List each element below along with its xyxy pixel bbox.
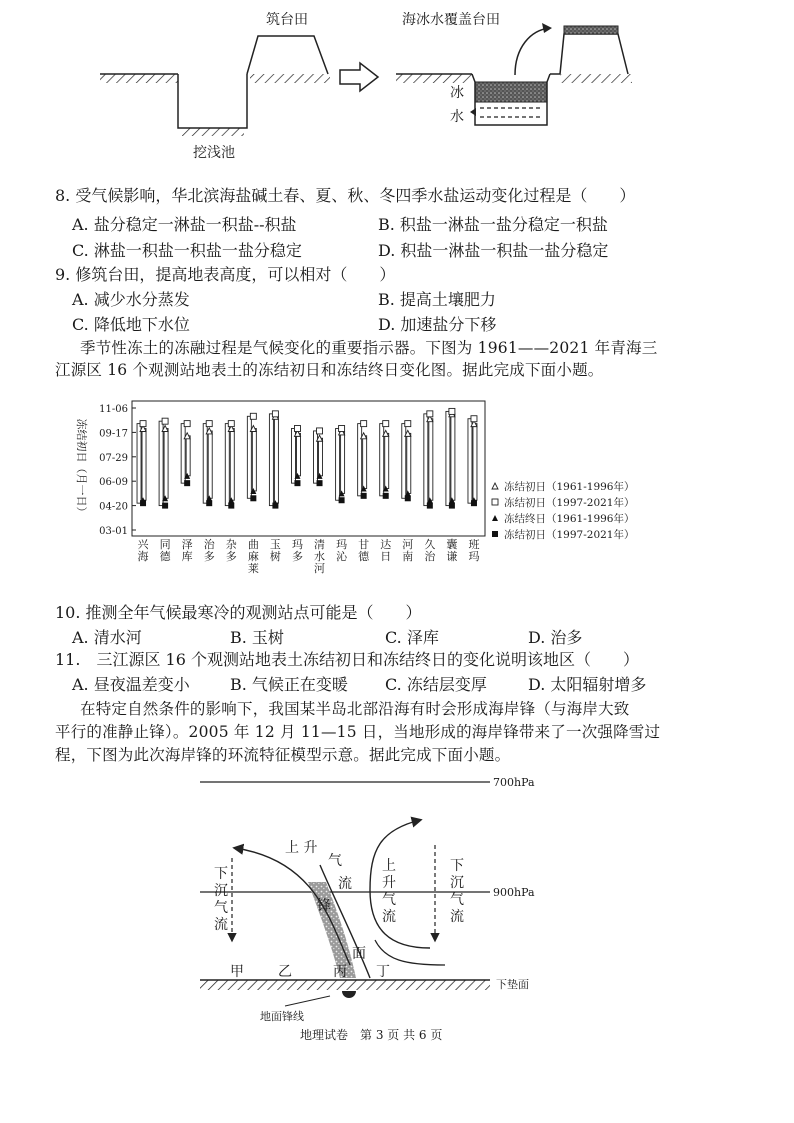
q11-option-b[interactable]: B. 气候正在变暖 bbox=[230, 675, 348, 694]
label-front-line: 地面锋线 bbox=[260, 1010, 304, 1023]
svg-text:水: 水 bbox=[314, 550, 326, 563]
x-tick-label bbox=[468, 537, 479, 563]
marker-freeze-start-recent bbox=[449, 408, 455, 414]
x-tick-label bbox=[336, 538, 348, 563]
period-bar-recent bbox=[358, 424, 362, 496]
period-bar-early bbox=[385, 433, 389, 488]
svg-text:上: 上 bbox=[382, 858, 396, 874]
period-bar-recent bbox=[181, 424, 185, 484]
q11-option-c[interactable]: C. 冻结层变厚 bbox=[385, 675, 487, 694]
q10-option-b[interactable]: B. 玉树 bbox=[230, 628, 284, 647]
svg-text:玛: 玛 bbox=[291, 538, 303, 551]
surface-hatch bbox=[200, 980, 490, 990]
marker-freeze-end-recent bbox=[140, 500, 146, 506]
period-bar-early bbox=[363, 436, 367, 489]
svg-text:流: 流 bbox=[214, 917, 228, 933]
legend-text: 冻结初日（1997-2021年） bbox=[504, 529, 635, 541]
marker-freeze-start-recent bbox=[250, 413, 256, 419]
intro-front-line1: 在特定自然条件的影响下，我国某半岛北部沿海有时会形成海岸锋（与海岸大致 bbox=[80, 700, 630, 718]
x-tick-label bbox=[226, 537, 237, 563]
x-tick-label bbox=[446, 537, 457, 563]
svg-text:流: 流 bbox=[450, 909, 464, 925]
period-bar-early bbox=[274, 416, 278, 503]
marker-freeze-end-recent bbox=[294, 480, 300, 486]
legend-marker bbox=[492, 499, 498, 505]
svg-text:气: 气 bbox=[382, 892, 396, 908]
marker-freeze-end-recent bbox=[361, 493, 367, 499]
marker-freeze-start-recent bbox=[471, 416, 477, 422]
svg-text:泽: 泽 bbox=[181, 538, 193, 551]
svg-text:下: 下 bbox=[450, 858, 464, 874]
marker-freeze-end-recent bbox=[206, 500, 212, 506]
x-tick-label bbox=[292, 538, 303, 563]
marker-freeze-start-recent bbox=[317, 428, 323, 434]
svg-text:树: 树 bbox=[269, 550, 281, 563]
ice-layer bbox=[475, 82, 547, 102]
marker-freeze-start-recent bbox=[294, 425, 300, 431]
y-tick-label: 11-06 bbox=[99, 404, 128, 415]
svg-text:兴: 兴 bbox=[137, 538, 149, 551]
label-qi: 气 bbox=[328, 853, 342, 869]
x-tick-label bbox=[138, 538, 150, 563]
period-bar-early bbox=[473, 424, 477, 501]
marker-freeze-end-recent bbox=[250, 495, 256, 501]
x-tick-label bbox=[182, 538, 193, 563]
x-tick-label bbox=[424, 537, 436, 563]
marker-freeze-end-recent bbox=[427, 503, 433, 509]
x-tick-label bbox=[358, 537, 370, 563]
svg-text:沁: 沁 bbox=[336, 550, 348, 563]
svg-text:河: 河 bbox=[314, 562, 326, 575]
low-level-flow bbox=[375, 940, 445, 965]
svg-text:多: 多 bbox=[203, 550, 215, 563]
svg-text:莱: 莱 bbox=[247, 562, 259, 575]
label-ice-cover: 海冰水覆盖台田 bbox=[402, 12, 500, 28]
q11-option-a[interactable]: A. 昼夜温差变小 bbox=[72, 675, 190, 694]
legend-text: 冻结终日（1961-1996年） bbox=[504, 513, 635, 525]
marker-freeze-end-recent bbox=[272, 503, 278, 509]
legend-text: 冻结初日（1961-1996年） bbox=[504, 481, 635, 493]
marker-freeze-end-recent bbox=[228, 503, 234, 509]
y-tick-label: 03-01 bbox=[99, 526, 128, 537]
y-tick-label: 09-17 bbox=[99, 428, 128, 440]
label-feng: 锋 bbox=[317, 898, 331, 914]
curved-arrow bbox=[515, 28, 550, 75]
svg-text:甘: 甘 bbox=[358, 538, 370, 551]
label-bing: 丙 bbox=[333, 964, 347, 980]
label-rise-right bbox=[382, 858, 396, 925]
label-water: 水 bbox=[450, 109, 464, 125]
q9-option-c[interactable]: C. 降低地下水位 bbox=[72, 315, 190, 334]
x-tick-label bbox=[160, 538, 172, 563]
svg-text:气: 气 bbox=[450, 892, 464, 908]
marker-freeze-end-recent bbox=[383, 493, 389, 499]
legend-marker bbox=[492, 483, 498, 489]
label-platform: 筑台田 bbox=[266, 12, 308, 28]
period-bar-early bbox=[429, 419, 433, 500]
marker-freeze-end-recent bbox=[449, 503, 455, 509]
period-bar-recent bbox=[247, 416, 251, 498]
svg-text:沉: 沉 bbox=[450, 875, 464, 891]
rising-airflow-right bbox=[370, 820, 430, 948]
svg-text:谦: 谦 bbox=[446, 550, 458, 563]
marker-freeze-end-recent bbox=[162, 503, 168, 509]
terrace-field-diagram bbox=[90, 0, 650, 165]
question-10-stem: 10. 推测全年气候最寒冷的观测站点可能是（ ） bbox=[55, 603, 422, 622]
svg-text:班: 班 bbox=[468, 538, 480, 551]
q9-option-a[interactable]: A. 减少水分蒸发 bbox=[72, 290, 190, 309]
period-bar-recent bbox=[137, 424, 141, 504]
period-bar-early bbox=[407, 433, 411, 493]
question-11-stem: 11. 三江源区 16 个观测站地表土冻结初日和冻结终日的变化说明该地区（ ） bbox=[55, 650, 639, 669]
svg-text:囊: 囊 bbox=[446, 538, 458, 551]
period-bar-recent bbox=[269, 414, 273, 506]
y-tick-label: 06-09 bbox=[99, 477, 128, 489]
q8-option-a[interactable]: A. 盐分稳定一淋盐一积盐--积盐 bbox=[72, 215, 297, 234]
q11-option-d[interactable]: D. 太阳辐射增多 bbox=[528, 675, 647, 694]
intro-front-line2: 平行的准静止锋）。2005 年 12 月 11—15 日，当地形成的海岸锋带来了一次强降雪过 bbox=[55, 723, 661, 741]
x-tick-label bbox=[380, 537, 391, 563]
label-yi: 乙 bbox=[278, 964, 292, 980]
x-tick-label bbox=[402, 538, 413, 563]
y-axis-label: 冻结初日（月一日） bbox=[75, 418, 88, 518]
period-bar-early bbox=[252, 428, 256, 490]
svg-text:杂: 杂 bbox=[225, 538, 237, 551]
x-tick-label bbox=[314, 537, 325, 575]
period-bar-early bbox=[230, 428, 234, 500]
ground-hatch bbox=[100, 74, 178, 83]
period-bar-recent bbox=[446, 411, 450, 505]
period-bar-recent bbox=[225, 424, 229, 506]
svg-text:达: 达 bbox=[380, 538, 392, 551]
frozen-soil-chart bbox=[60, 388, 660, 603]
platform-outline bbox=[247, 36, 328, 74]
marker-freeze-start-recent bbox=[405, 421, 411, 427]
svg-text:升: 升 bbox=[382, 875, 396, 891]
period-bar-recent bbox=[380, 424, 384, 496]
svg-text:玛: 玛 bbox=[336, 538, 348, 551]
svg-text:河: 河 bbox=[402, 538, 414, 551]
q9-option-b[interactable]: B. 提高土壤肥力 bbox=[378, 290, 496, 309]
marker-freeze-start-recent bbox=[228, 421, 234, 427]
intro-frozen-line2: 江源区 16 个观测站地表土的冻结初日和冻结终日变化图。据此完成下面小题。 bbox=[55, 361, 604, 379]
q10-option-d[interactable]: D. 治多 bbox=[528, 628, 583, 647]
x-tick-label bbox=[270, 538, 281, 563]
period-bar-recent bbox=[336, 428, 340, 500]
marker-freeze-end-recent bbox=[184, 480, 190, 486]
svg-text:德: 德 bbox=[159, 550, 171, 563]
legend-marker bbox=[492, 531, 498, 537]
intro-front-line3: 程，下图为此次海岸锋的环流特征模型示意。据此完成下面小题。 bbox=[55, 746, 511, 764]
q8-option-c[interactable]: C. 淋盐一积盐一积盐一盐分稳定 bbox=[72, 241, 302, 260]
marker-freeze-end-recent bbox=[471, 500, 477, 506]
label-pit: 挖浅池 bbox=[193, 145, 235, 161]
label-sink-left bbox=[214, 866, 228, 933]
pit-outline bbox=[178, 74, 247, 128]
svg-text:治: 治 bbox=[203, 538, 215, 551]
marker-freeze-start-recent bbox=[140, 421, 146, 427]
y-tick-label: 07-29 bbox=[99, 452, 128, 464]
svg-text:治: 治 bbox=[424, 550, 436, 563]
marker-freeze-start-recent bbox=[206, 421, 212, 427]
period-bar-early bbox=[319, 438, 323, 476]
svg-text:多: 多 bbox=[291, 550, 303, 563]
marker-freeze-end-recent bbox=[339, 497, 345, 503]
marker-freeze-start-recent bbox=[184, 421, 190, 427]
y-tick-label: 04-20 bbox=[99, 501, 128, 513]
transition-arrow bbox=[340, 63, 378, 91]
x-tick-label bbox=[204, 538, 216, 563]
marker-freeze-start-recent bbox=[361, 421, 367, 427]
svg-text:麻: 麻 bbox=[247, 550, 259, 563]
svg-text:多: 多 bbox=[225, 550, 237, 563]
label-mian: 面 bbox=[352, 946, 366, 962]
svg-text:南: 南 bbox=[402, 550, 414, 563]
label-ice: 冰 bbox=[450, 85, 464, 101]
period-bar-early bbox=[451, 414, 455, 500]
svg-text:沉: 沉 bbox=[214, 883, 228, 899]
svg-text:清: 清 bbox=[314, 538, 326, 551]
label-sink-right bbox=[450, 858, 464, 925]
marker-freeze-start-recent bbox=[383, 421, 389, 427]
label-jia: 甲 bbox=[230, 964, 244, 980]
svg-text:曲: 曲 bbox=[247, 538, 259, 551]
label-900hpa: 900hPa bbox=[493, 886, 535, 899]
label-700hpa: 700hPa bbox=[493, 776, 535, 789]
period-bar-recent bbox=[314, 431, 318, 483]
period-bar-early bbox=[341, 432, 345, 493]
svg-text:流: 流 bbox=[382, 909, 396, 925]
svg-text:久: 久 bbox=[424, 538, 436, 551]
period-bar-recent bbox=[203, 424, 207, 504]
period-bar-recent bbox=[159, 421, 163, 505]
q10-option-a[interactable]: A. 清水河 bbox=[72, 628, 142, 647]
label-surface: 下垫面 bbox=[496, 978, 529, 991]
marker-freeze-start-recent bbox=[162, 418, 168, 424]
q8-option-b[interactable]: B. 积盐一淋盐一盐分稳定一积盐 bbox=[378, 215, 608, 234]
svg-text:气: 气 bbox=[214, 900, 228, 916]
question-8-stem: 8. 受气候影响，华北滨海盐碱土春、夏、秋、冬四季水盐运动变化过程是（ ） bbox=[55, 186, 636, 205]
svg-text:下: 下 bbox=[214, 866, 228, 882]
surface-front-symbol bbox=[342, 991, 356, 998]
label-ding: 丁 bbox=[376, 964, 390, 980]
intro-frozen-line1: 季节性冻土的冻融过程是气候变化的重要指示器。下图为 1961——2021 年青海三 bbox=[80, 339, 658, 357]
label-rise-1: 上 升 bbox=[285, 840, 318, 856]
q9-option-d[interactable]: D. 加速盐分下移 bbox=[378, 315, 497, 334]
q10-option-c[interactable]: C. 泽库 bbox=[385, 628, 439, 647]
svg-text:玉: 玉 bbox=[269, 538, 281, 551]
label-liu: 流 bbox=[338, 876, 352, 892]
svg-text:德: 德 bbox=[358, 550, 370, 563]
period-bar-recent bbox=[424, 414, 428, 506]
x-tick-label bbox=[248, 537, 259, 575]
ice-cover-on-platform bbox=[564, 26, 618, 34]
marker-freeze-start-recent bbox=[427, 411, 433, 417]
period-bar-early bbox=[186, 436, 190, 476]
period-bar-early bbox=[296, 433, 300, 475]
svg-text:日: 日 bbox=[380, 550, 392, 563]
period-bar-early bbox=[142, 428, 146, 500]
svg-text:海: 海 bbox=[137, 550, 149, 563]
page-footer: 地理试卷 第 3 页 共 6 页 bbox=[300, 1028, 443, 1042]
marker-freeze-end-recent bbox=[405, 495, 411, 501]
marker-freeze-start-recent bbox=[272, 411, 278, 417]
marker-freeze-end-recent bbox=[317, 480, 323, 486]
question-9-stem: 9. 修筑台田，提高地表高度，可以相对（ ） bbox=[55, 265, 396, 284]
legend-marker bbox=[492, 515, 498, 521]
svg-text:同: 同 bbox=[159, 538, 171, 551]
svg-text:库: 库 bbox=[181, 550, 193, 563]
period-bar-recent bbox=[468, 419, 472, 503]
marker-freeze-start-recent bbox=[339, 425, 345, 431]
q8-option-d[interactable]: D. 积盐一淋盐一积盐一盐分稳定 bbox=[378, 241, 609, 260]
legend-text: 冻结初日（1997-2021年） bbox=[504, 497, 635, 509]
coastal-front-diagram bbox=[190, 770, 570, 1025]
period-bar-early bbox=[208, 431, 212, 498]
svg-text:玛: 玛 bbox=[468, 550, 480, 563]
period-bar-early bbox=[164, 428, 168, 498]
